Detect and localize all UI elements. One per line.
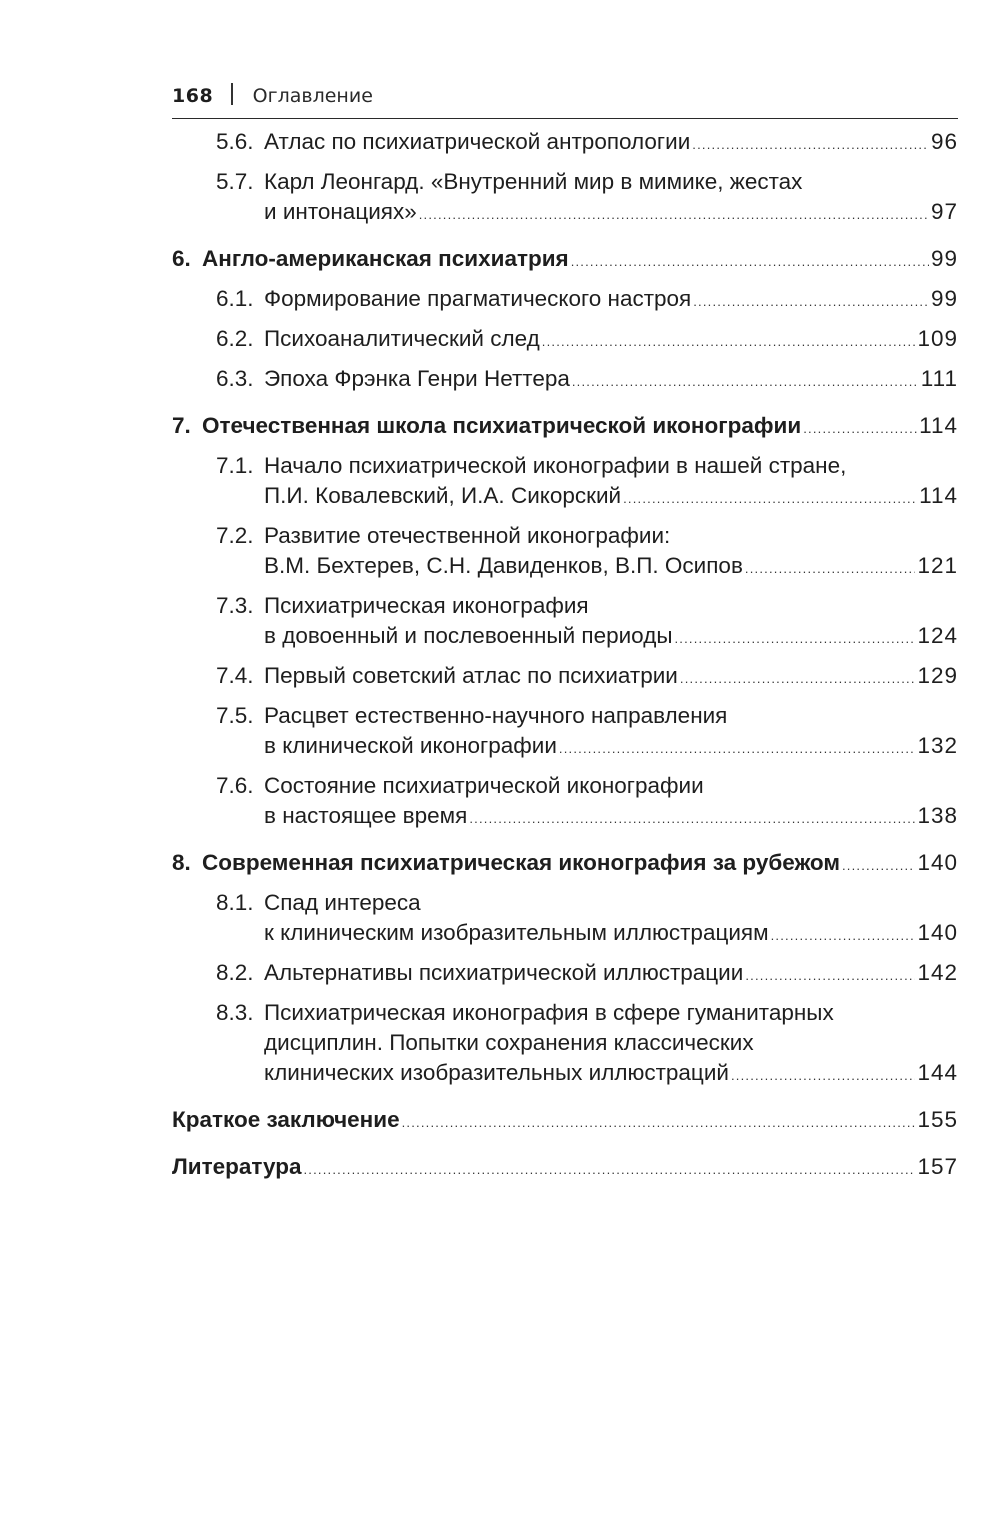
table-of-contents: [172, 127, 958, 1185]
toc-entry-number: 6.1.: [216, 286, 254, 311]
toc-entry-title-line: Психиатрическая иконография: [264, 593, 589, 618]
running-head: [172, 80, 958, 119]
toc-subsection-entry[interactable]: [172, 324, 958, 357]
toc-entry-title-line: Расцвет естественно-научного направления: [264, 703, 728, 728]
toc-entry-title-line: Начало психиатрической иконографии в нашей стране,: [264, 453, 847, 478]
toc-page-number: 99: [930, 246, 958, 271]
toc-entry-title-line: Состояние психиатрической иконографии: [264, 773, 704, 798]
dot-leader: [542, 327, 916, 357]
book-page: [172, 80, 958, 1185]
toc-entry-number: 8.: [172, 850, 191, 875]
toc-page-number: 114: [919, 413, 958, 438]
header-divider: [231, 83, 233, 105]
toc-page-number: 138: [917, 803, 958, 828]
dot-leader: [803, 414, 917, 444]
dot-leader: [842, 851, 915, 881]
toc-subsection-entry[interactable]: [172, 591, 958, 654]
toc-page-number: 111: [920, 366, 958, 391]
toc-entry-title-line: П.И. Ковалевский, И.А. Сикорский: [264, 483, 622, 508]
toc-entry-title-line: Развитие отечественной иконографии:: [264, 523, 671, 548]
toc-subsection-entry[interactable]: [172, 127, 958, 160]
toc-entry-number: 6.: [172, 246, 191, 271]
toc-entry-number: 8.1.: [216, 890, 254, 915]
page-number: 168: [172, 85, 214, 107]
toc-page-number: 155: [917, 1107, 958, 1132]
toc-entry-title-line: Спад интереса: [264, 890, 421, 915]
dot-leader: [402, 1108, 916, 1138]
toc-entry-title-line: Отечественная школа психиатрической иконографии: [202, 413, 802, 438]
toc-entry-number: 8.3.: [216, 1000, 254, 1025]
toc-subsection-entry[interactable]: [172, 661, 958, 694]
toc-page-number: 96: [930, 129, 958, 154]
toc-page-number: 140: [917, 850, 958, 875]
toc-subsection-entry[interactable]: [172, 451, 958, 514]
toc-entry-title-line: В.М. Бехтерев, С.Н. Давиденков, В.П. Осипов: [264, 553, 743, 578]
toc-entry-title-line: в настоящее время: [264, 803, 468, 828]
toc-page-number: 140: [917, 920, 958, 945]
toc-entry-title-line: Краткое заключение: [172, 1107, 400, 1132]
toc-entry-title-line: Альтернативы психиатрической иллюстрации: [264, 960, 744, 985]
toc-section-entry[interactable]: [172, 411, 958, 444]
toc-entry-number: 7.4.: [216, 663, 254, 688]
toc-page-number: 132: [917, 733, 958, 758]
toc-entry-title-line: Психиатрическая иконография в сфере гуманитарных: [264, 1000, 834, 1025]
toc-entry-title-line: Литература: [172, 1154, 302, 1179]
running-title: Оглавление: [252, 85, 373, 107]
dot-leader: [571, 247, 929, 277]
toc-entry-title-line: клинических изобразительных иллюстраций: [264, 1060, 729, 1085]
toc-entry-number: 5.6.: [216, 129, 254, 154]
dot-leader: [675, 624, 916, 654]
toc-subsection-entry[interactable]: [172, 364, 958, 397]
toc-subsection-entry[interactable]: [172, 167, 958, 230]
toc-subsection-entry[interactable]: [172, 998, 958, 1091]
toc-entry-title-line: и интонациях»: [264, 199, 417, 224]
toc-page-number: 144: [917, 1060, 958, 1085]
toc-entry-number: 5.7.: [216, 169, 254, 194]
toc-subsection-entry[interactable]: [172, 888, 958, 951]
toc-subsection-entry[interactable]: [172, 521, 958, 584]
dot-leader: [745, 554, 916, 584]
toc-subsection-entry[interactable]: [172, 958, 958, 991]
toc-entry-title-line: Атлас по психиатрической антропологии: [264, 129, 691, 154]
toc-entry-title-line: Психоаналитический след: [264, 326, 540, 351]
toc-page-number: 124: [917, 623, 958, 648]
dot-leader: [745, 961, 915, 991]
toc-section-entry[interactable]: [172, 848, 958, 881]
toc-entry-title-line: Формирование прагматического настроя: [264, 286, 692, 311]
toc-page-number: 109: [917, 326, 958, 351]
toc-page-number: 99: [930, 286, 958, 311]
toc-section-entry[interactable]: [172, 1152, 958, 1185]
toc-page-number: 114: [919, 483, 958, 508]
toc-page-number: 157: [917, 1154, 958, 1179]
dot-leader: [771, 921, 916, 951]
toc-page-number: 97: [930, 199, 958, 224]
toc-entry-number: 7.: [172, 413, 191, 438]
toc-entry-title-line: Карл Леонгард. «Внутренний мир в мимике, жестах: [264, 169, 803, 194]
toc-entry-title-line: Англо-американская психиатрия: [202, 246, 569, 271]
toc-subsection-entry[interactable]: [172, 701, 958, 764]
toc-subsection-entry[interactable]: [172, 771, 958, 834]
toc-page-number: 142: [917, 960, 958, 985]
toc-entry-number: 8.2.: [216, 960, 254, 985]
toc-entry-number: 7.6.: [216, 773, 254, 798]
dot-leader: [623, 484, 917, 514]
dot-leader: [419, 200, 929, 230]
toc-subsection-entry[interactable]: [172, 284, 958, 317]
toc-entry-number: 7.5.: [216, 703, 254, 728]
dot-leader: [303, 1155, 915, 1185]
toc-entry-number: 7.2.: [216, 523, 254, 548]
dot-leader: [693, 287, 929, 317]
toc-entry-number: 6.2.: [216, 326, 254, 351]
toc-page-number: 129: [917, 663, 958, 688]
toc-entry-number: 7.1.: [216, 453, 254, 478]
toc-entry-title-line: дисциплин. Попытки сохранения классических: [264, 1030, 754, 1055]
toc-section-entry[interactable]: [172, 244, 958, 277]
toc-entry-number: 7.3.: [216, 593, 254, 618]
toc-entry-title-line: Эпоха Фрэнка Генри Неттера: [264, 366, 570, 391]
dot-leader: [692, 130, 929, 160]
toc-section-entry[interactable]: [172, 1105, 958, 1138]
toc-entry-title-line: в довоенный и послевоенный периоды: [264, 623, 673, 648]
toc-entry-title-line: Современная психиатрическая иконография за рубежом: [202, 850, 840, 875]
dot-leader: [572, 367, 919, 397]
dot-leader: [559, 734, 916, 764]
toc-entry-number: 6.3.: [216, 366, 254, 391]
toc-entry-title-line: к клиническим изобразительным иллюстрациям: [264, 920, 769, 945]
toc-entry-title-line: Первый советский атлас по психиатрии: [264, 663, 678, 688]
dot-leader: [731, 1061, 916, 1091]
dot-leader: [680, 664, 916, 694]
dot-leader: [469, 804, 915, 834]
toc-page-number: 121: [917, 553, 958, 578]
toc-entry-title-line: в клинической иконографии: [264, 733, 557, 758]
